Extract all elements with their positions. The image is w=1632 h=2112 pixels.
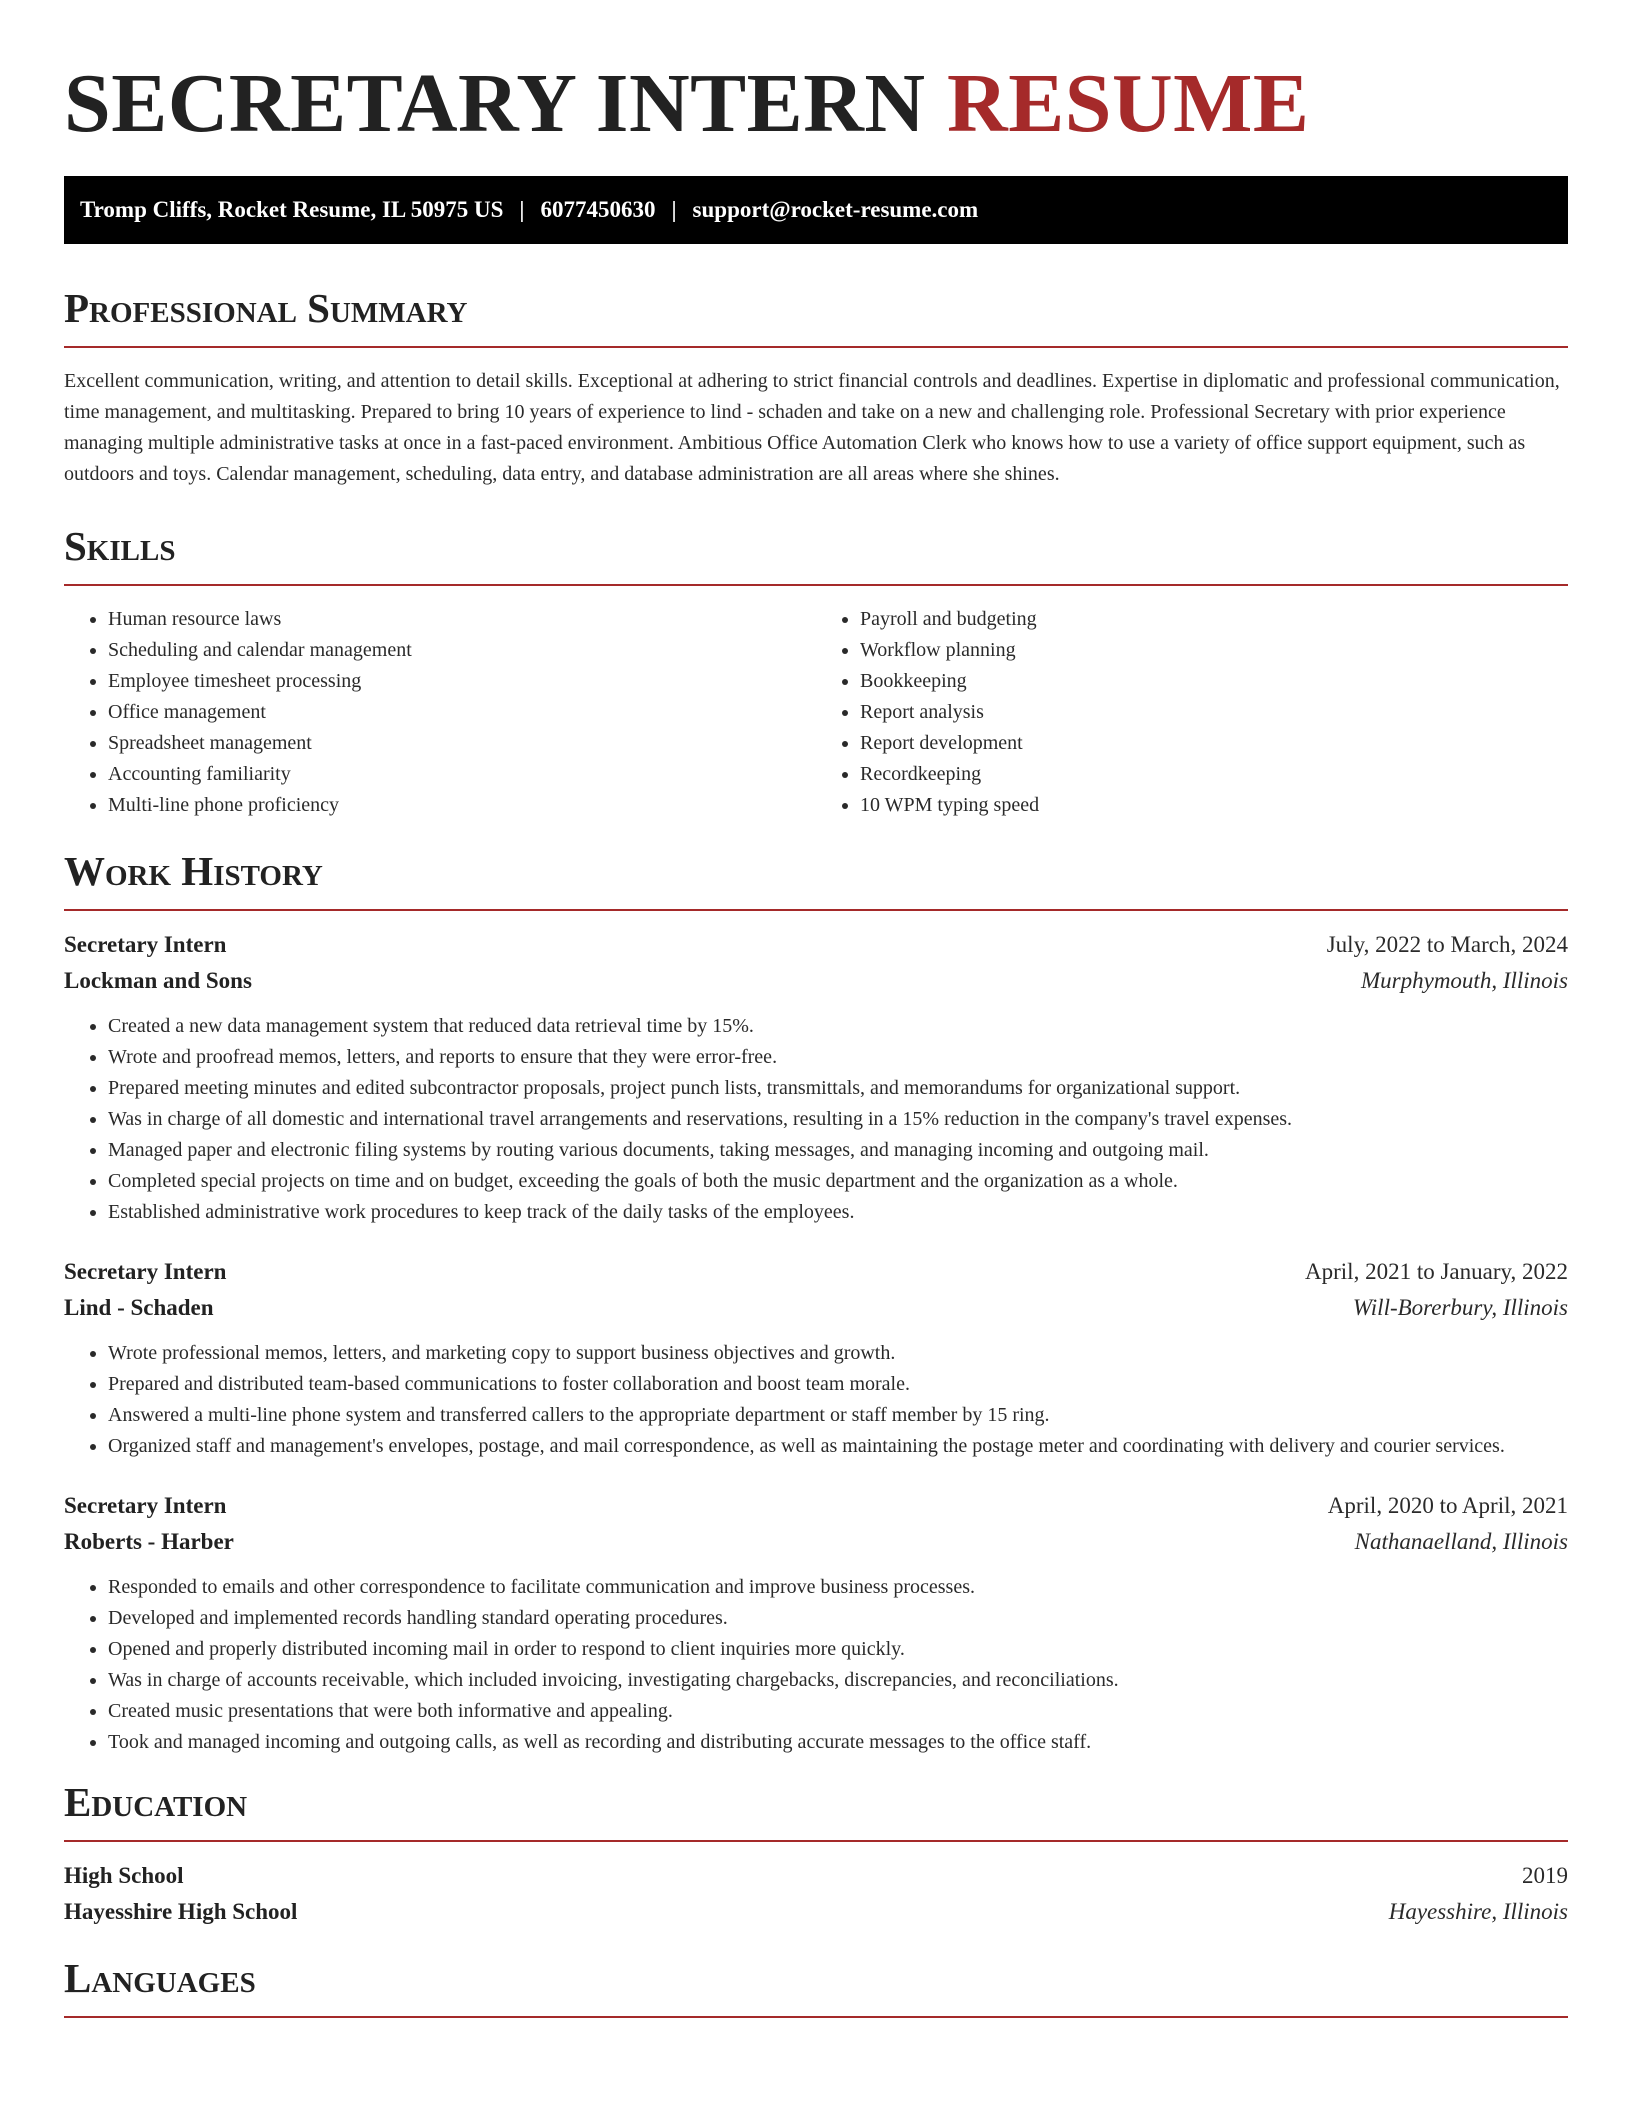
job-company: Lind - Schaden (64, 1295, 214, 1320)
education-year: 2019 (1522, 1863, 1568, 1888)
skills-list-left (64, 604, 816, 821)
job-bullet: • Responded to emails and other correspondence to facilitate communication and improve business processes. (108, 1572, 1568, 1603)
skill-item: • Spreadsheet management (108, 728, 816, 759)
job-bullet: • Took and managed incoming and outgoing calls, as well as recording and distributing accurate messages to the office staff. (108, 1727, 1568, 1758)
skill-item: • Accounting familiarity (108, 759, 816, 790)
contact-email[interactable]: support@rocket-resume.com (692, 197, 979, 222)
skill-item: • Human resource laws (108, 604, 816, 635)
job-bullet: • Wrote professional memos, letters, and marketing copy to support business objectives and growth. (108, 1338, 1568, 1369)
section-divider (64, 1840, 1568, 1842)
job-title: Secretary Intern (64, 932, 227, 957)
job-bullet: • Prepared and distributed team-based communications to foster collaboration and boost team morale. (108, 1369, 1568, 1400)
job-bullets (64, 1011, 1568, 1228)
education-section (64, 1780, 1568, 1930)
job-bullet: • Managed paper and electronic filing systems by routing various documents, taking messages, and managing incoming and outgoing mail. (108, 1135, 1568, 1166)
job-bullet: • Completed special projects on time and on budget, exceeding the goals of both the music department and the organization as a whole. (108, 1166, 1568, 1197)
contact-address: Tromp Cliffs, Rocket Resume, IL 50975 US (80, 197, 504, 222)
section-title-languages: Languages (64, 1955, 256, 2001)
education-location: Hayesshire, Illinois (1388, 1899, 1568, 1924)
languages-section (64, 1956, 1568, 2018)
job-entry (64, 1254, 1568, 1462)
job-bullets (64, 1338, 1568, 1462)
job-dates: April, 2020 to April, 2021 (1327, 1493, 1568, 1518)
section-title-education: Education (64, 1779, 248, 1825)
job-company-row (64, 963, 1568, 999)
job-dates: April, 2021 to January, 2022 (1305, 1259, 1568, 1284)
job-entry (64, 927, 1568, 1228)
job-header-row (64, 927, 1568, 963)
job-company-row (64, 1524, 1568, 1560)
skill-item: • 10 WPM typing speed (860, 790, 1568, 821)
job-header-row (64, 1488, 1568, 1524)
contact-bar (64, 176, 1568, 244)
skill-item: • Report analysis (860, 697, 1568, 728)
resume-title (64, 0, 1568, 176)
job-location: Nathanaelland, Illinois (1354, 1529, 1568, 1554)
work-history-section (64, 849, 1568, 1758)
skills-section (64, 524, 1568, 821)
contact-separator: | (671, 197, 677, 222)
job-company: Roberts - Harber (64, 1529, 234, 1554)
job-bullet: • Organized staff and management's envelopes, postage, and mail correspondence, as well as maintaining the postage meter and coordinating with delivery and courier services. (108, 1431, 1568, 1462)
skill-item: • Employee timesheet processing (108, 666, 816, 697)
skill-item: • Report development (860, 728, 1568, 759)
job-header-row (64, 1254, 1568, 1290)
skill-item: • Scheduling and calendar management (108, 635, 816, 666)
contact-separator: | (519, 197, 525, 222)
job-bullet: • Created music presentations that were both informative and appealing. (108, 1696, 1568, 1727)
section-divider (64, 909, 1568, 911)
skills-columns (64, 604, 1568, 821)
skill-item: • Recordkeeping (860, 759, 1568, 790)
section-title-summary: Professional Summary (64, 285, 468, 331)
job-bullet: • Wrote and proofread memos, letters, and reports to ensure that they were error-free. (108, 1042, 1568, 1073)
job-bullet: • Answered a multi-line phone system and transferred callers to the appropriate department or staff member by 15 ring. (108, 1400, 1568, 1431)
section-title-skills: Skills (64, 523, 176, 569)
education-entry (64, 1858, 1568, 1930)
title-accent: RESUME (947, 57, 1310, 150)
education-school: Hayesshire High School (64, 1899, 298, 1924)
job-bullet: • Opened and properly distributed incoming mail in order to respond to client inquiries more quickly. (108, 1634, 1568, 1665)
summary-text: Excellent communication, writing, and attention to detail skills. Exceptional at adhering to strict financial controls and deadlines. Expertise in diplomatic and professional communication, time management, and multitasking. Prepared to bring 10 years of experience to lind - schaden and take on a new and challenging role. Professional Secretary with prior experience managing multiple administrative tasks at once in a fast-paced environment. Ambitious Office Automation Clerk who knows how to use a variety of office support equipment, such as outdoors and toys. Calendar management, scheduling, data entry, and database administration are all areas where she shines. (64, 370, 1560, 485)
job-bullet: • Was in charge of accounts receivable, which included invoicing, investigating chargebacks, discrepancies, and reconciliations. (108, 1665, 1568, 1696)
section-divider (64, 584, 1568, 586)
job-title: Secretary Intern (64, 1259, 227, 1284)
skills-list-right (816, 604, 1568, 821)
skill-item: • Workflow planning (860, 635, 1568, 666)
job-bullet: • Established administrative work procedures to keep track of the daily tasks of the employees. (108, 1197, 1568, 1228)
job-bullet: • Was in charge of all domestic and international travel arrangements and reservations, resulting in a 15% reduction in the company's travel expenses. (108, 1104, 1568, 1135)
job-company-row (64, 1290, 1568, 1326)
summary-section (64, 286, 1568, 490)
job-company: Lockman and Sons (64, 968, 252, 993)
job-bullet: • Developed and implemented records handling standard operating procedures. (108, 1603, 1568, 1634)
section-title-work: Work History (64, 848, 323, 894)
section-divider (64, 346, 1568, 348)
education-degree-row (64, 1858, 1568, 1894)
job-dates: July, 2022 to March, 2024 (1326, 932, 1568, 957)
skill-item: • Office management (108, 697, 816, 728)
section-divider (64, 2016, 1568, 2018)
education-school-row (64, 1894, 1568, 1930)
skill-item: • Multi-line phone proficiency (108, 790, 816, 821)
job-location: Will-Borerbury, Illinois (1352, 1295, 1568, 1320)
job-title: Secretary Intern (64, 1493, 227, 1518)
education-degree: High School (64, 1863, 184, 1888)
job-location: Murphymouth, Illinois (1361, 968, 1568, 993)
job-entry (64, 1488, 1568, 1758)
job-bullets (64, 1572, 1568, 1758)
job-bullet: • Created a new data management system that reduced data retrieval time by 15%. (108, 1011, 1568, 1042)
contact-phone[interactable]: 6077450630 (540, 197, 656, 222)
skill-item: • Bookkeeping (860, 666, 1568, 697)
title-main: SECRETARY INTERN (64, 57, 926, 150)
skill-item: • Payroll and budgeting (860, 604, 1568, 635)
job-bullet: • Prepared meeting minutes and edited subcontractor proposals, project punch lists, transmittals, and memorandums for organizational support. (108, 1073, 1568, 1104)
